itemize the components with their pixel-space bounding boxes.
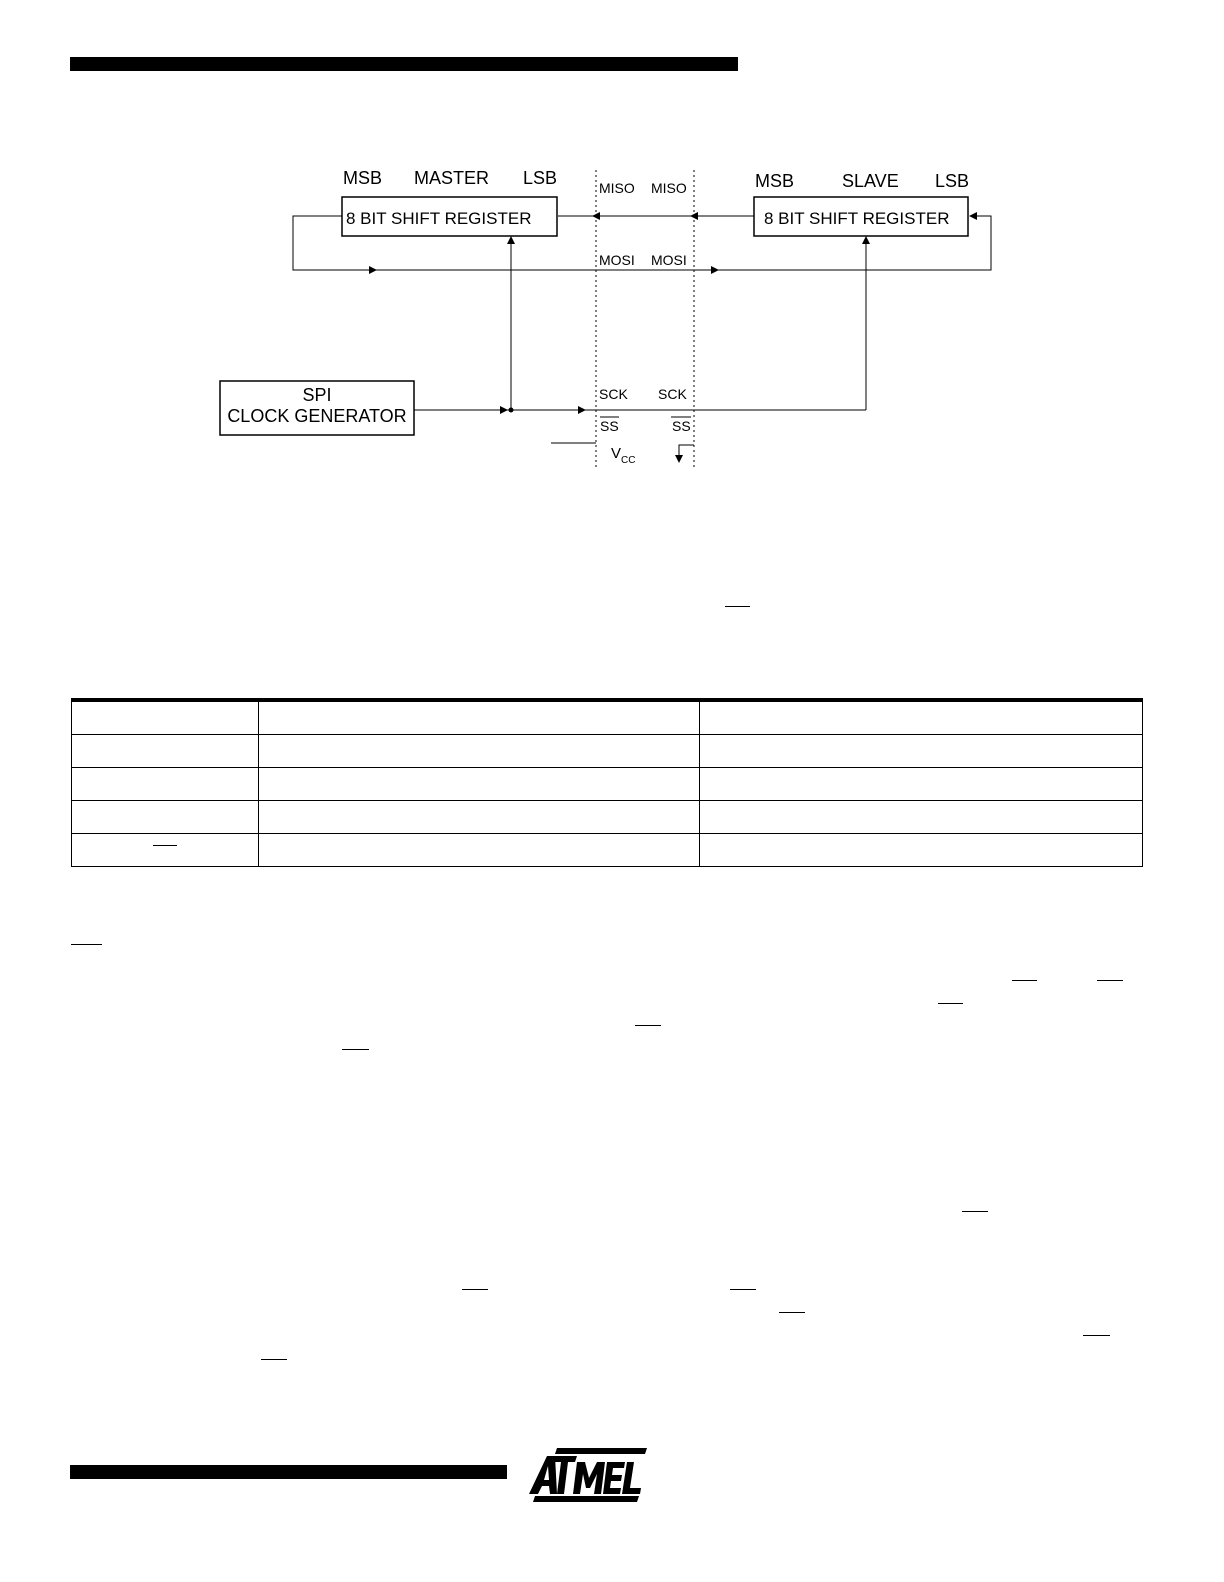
master-msb-label: MSB xyxy=(343,168,383,188)
master-mosi-label: MOSI xyxy=(599,252,635,268)
table-cell xyxy=(258,735,700,768)
slave-miso-label: MISO xyxy=(651,180,687,196)
spi-diagram xyxy=(0,0,1224,500)
sck-arrow-1 xyxy=(500,406,508,414)
master-miso-label: MISO xyxy=(599,180,635,196)
miso-arrow-slave xyxy=(690,212,698,220)
pin-table xyxy=(71,701,1143,867)
table-cell xyxy=(700,702,1143,735)
master-ss-label: SS xyxy=(600,418,619,434)
sck-arrow-master xyxy=(507,236,515,244)
overbar-mark xyxy=(462,1289,488,1290)
slave-sck-label: SCK xyxy=(658,386,687,402)
table-cell xyxy=(258,768,700,801)
table-cell xyxy=(700,735,1143,768)
miso-arrow-master xyxy=(592,212,600,220)
table-row xyxy=(72,702,1143,735)
slave-msb-label: MSB xyxy=(755,171,795,191)
overbar-mark xyxy=(725,606,750,607)
overbar-mark xyxy=(635,1025,661,1026)
overbar-mark xyxy=(1097,980,1123,981)
table-cell xyxy=(700,801,1143,834)
slave-lsb-arrow xyxy=(969,212,977,220)
atmel-logo xyxy=(527,1446,651,1504)
slave-title: SLAVE xyxy=(842,171,899,191)
table-row xyxy=(72,735,1143,768)
mosi-arrow-2 xyxy=(711,266,719,274)
mosi-arrow-1 xyxy=(369,266,377,274)
table-cell xyxy=(72,768,259,801)
table-cell xyxy=(72,834,259,867)
master-shift-register-label: 8 BIT SHIFT REGISTER xyxy=(346,209,532,228)
footer-bar xyxy=(70,1465,507,1479)
overbar-mark xyxy=(779,1312,805,1313)
table-cell xyxy=(72,801,259,834)
vcc-label: $V_{CC}$ xyxy=(611,445,636,466)
sck-junction xyxy=(509,408,514,413)
table-row xyxy=(72,768,1143,801)
overbar-mark xyxy=(71,944,102,945)
overbar-mark xyxy=(730,1289,756,1290)
sck-arrow-slave xyxy=(862,236,870,244)
overbar-mark xyxy=(938,1003,963,1004)
slave-lsb-label: LSB xyxy=(935,171,970,191)
master-lsb-label: LSB xyxy=(523,168,558,188)
table-cell xyxy=(700,768,1143,801)
table-cell xyxy=(72,735,259,768)
ground-arrow xyxy=(675,455,683,463)
table-row xyxy=(72,834,1143,867)
overbar-mark xyxy=(342,1049,369,1050)
table-cell xyxy=(258,702,700,735)
master-title: MASTER xyxy=(414,168,490,188)
overbar-mark xyxy=(1083,1335,1110,1336)
table-cell xyxy=(72,702,259,735)
overbar-mark xyxy=(962,1211,988,1212)
clock-generator-line2: CLOCK GENERATOR xyxy=(227,406,407,426)
table-cell xyxy=(258,801,700,834)
slave-shift-register-label: 8 BIT SHIFT REGISTER xyxy=(764,209,950,228)
sck-arrow-2 xyxy=(578,406,586,414)
slave-mosi-label: MOSI xyxy=(651,252,687,268)
table-cell xyxy=(700,834,1143,867)
table-row xyxy=(72,801,1143,834)
master-sck-label: SCK xyxy=(599,386,628,402)
clock-generator-line1: SPI xyxy=(302,385,332,405)
slave-ss-label: SS xyxy=(672,418,691,434)
overbar-mark xyxy=(153,845,177,846)
table-cell xyxy=(258,834,700,867)
logo-text: ATMEL xyxy=(527,1446,531,1447)
overbar-mark xyxy=(1012,980,1037,981)
overbar-mark xyxy=(261,1359,287,1360)
